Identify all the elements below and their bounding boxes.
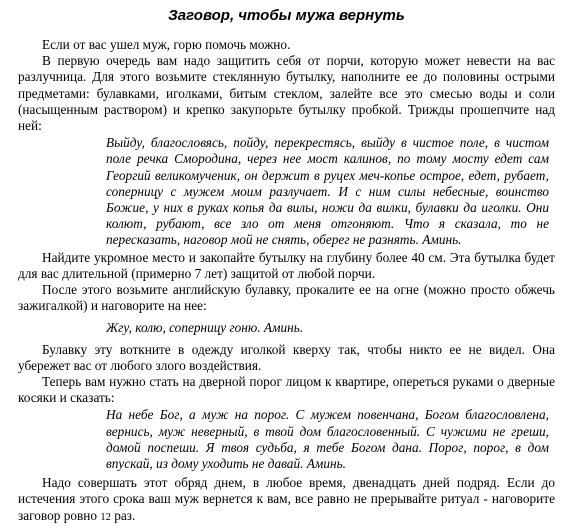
document-title: Заговор, чтобы мужа вернуть (168, 7, 405, 24)
spell-pin: Жгу, колю, соперницу гоню. Аминь. (106, 320, 304, 336)
paragraph-bury: Найдите укромное место и закопайте бутылку на глубину более 40 см. Эта бутылка будет для вас длительной (примерно 7 лет) защитой от любой порчи. (18, 249, 555, 281)
paragraph-final (18, 475, 555, 526)
paragraph-bottle: В первую очередь вам надо защитить себя от порчи, которую может невести на вас разлучница. Для этого возьмите стеклянную бутылку, наполните ее до половины острыми предметами: булавками, иголками, битым стеклом, залейте все это смесью воды и соли (насыщенным раствором) и крепко закупорьте бутылку пробкой. Трижды прошепчите над ней: (18, 53, 555, 134)
paragraph-threshold: Теперь вам нужно стать на дверной порог лицом к квартире, опереться руками о дверные косяки и сказать: (18, 374, 555, 406)
final-count: 12 (100, 511, 111, 523)
paragraph-intro: Если от вас ушел муж, горю помочь можно. (42, 37, 291, 52)
paragraph-pin: После этого возьмите английскую булавку, прокалите ее на огне (можно просто обжечь зажигалкой) и наговорите на нее: (18, 282, 555, 314)
final-text: Надо совершать этот обряд днем, в любое время, двенадцать дней подряд. Если до истечения этого срока ваш муж вернется к вам, все равно не прерывайте ритуал - наговорите заговор ровно (18, 475, 555, 523)
spell-bottle: Выйду, благословясь, пойду, перекрестясь, выйду в чистое поле, в чистом поле речка Смородина, через нее мост калинов, по тому мосту едет сам Георгий великомученик, он держит в руцех меч-копье острое, едет, рубает, соперницу с мужем моим разлучает. И с ним силы небесные, воинство Божие, у них в руках копья да вилы, ножи да вилки, булавки да иголки. Они колют, рубают, все зло от меня отгоняют. Что я сказала, то не пересказать, наговор мой не снять, оберег не разнять. Аминь. (106, 135, 549, 248)
spell-threshold: На небе Бог, а муж на порог. С мужем повенчана, Богом благословлена, вернись, муж неверный, в твой дом благословенный. С чужими не греши, домой поспеши. Я твоя судьба, я тебе Богом дана. Порог, порог, в дом впускай, из дому уходить не давай. Аминь. (106, 407, 549, 472)
document-body (18, 37, 555, 526)
final-unit: раз. (114, 507, 136, 523)
paragraph-wear-pin: Булавку эту воткните в одежду иголкой кверху так, чтобы никто ее не видел. Она убережет вас от любого злого воздействия. (18, 341, 555, 373)
